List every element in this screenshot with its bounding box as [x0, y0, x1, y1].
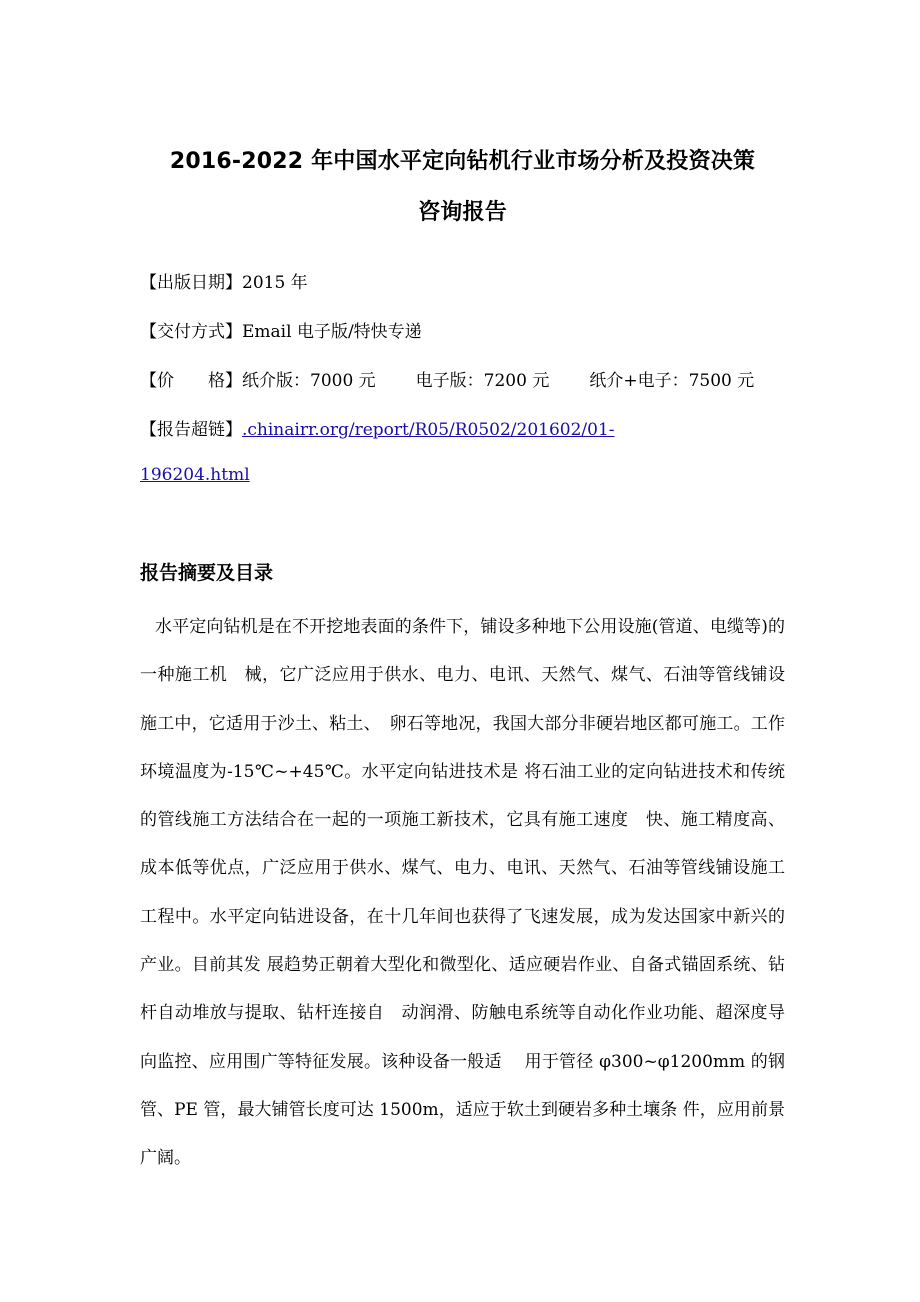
price-electronic: 电子版：7200 元 — [415, 371, 550, 391]
summary-paragraph: 水平定向钻机是在不开挖地表面的条件下，铺设多种地下公用设施(管道、电缆等)的一种施工机 械，它广泛应用于供水、电力、电讯、天然气、煤气、石油等管线铺设施工中，它适用于沙土、粘土、 卵石等地况，我国大部分非硬岩地区都可施工。工作环境温度为-15℃~+45℃。水平定向钻进技术是 将石油工业的定向钻进技术和传统的管线施工方法结合在一起的一项施工新技术，它具有施工速度 快、施工精度高、成本低等优点，广泛应用于供水、煤气、电力、电讯、天然气、石油等管线铺设施工 工程中。水平定向钻进设备，在十几年间也获得了飞速发展，成为发达国家中新兴的产业。目前其发 展趋势正朝着大型化和微型化、适应硬岩作业、自备式锚固系统、钻杆自动堆放与提取、钻杆连接自 动润滑、防触电系统等自动化作业功能、超深度导向监控、应用围广等特征发展。该种设备一般适 用于管径 φ300~φ1200mm 的钢管、PE 管，最大铺管长度可达 1500m，适应于软土到硬岩多种土壤条 件，应用前景广阔。 — [140, 617, 785, 1169]
delivery-label: 【交付方式】 — [140, 322, 242, 342]
report-link-row — [140, 415, 615, 440]
summary-heading: 报告摘要及目录 — [140, 562, 274, 584]
report-link-part-1[interactable]: .chinairr.org/report/R05/R0502/201602/01- — [242, 420, 615, 440]
publish-date-label: 【出版日期】 — [140, 273, 242, 293]
price-label: 【价 格】 — [140, 371, 242, 391]
price-row — [140, 366, 754, 391]
delivery-row — [140, 317, 422, 342]
publish-date-row — [140, 268, 308, 293]
report-link-continuation-row — [140, 465, 250, 485]
publish-date-value: 2015 年 — [242, 273, 308, 293]
report-title-line-2: 咨询报告 — [418, 200, 507, 225]
report-title-line-1: 2016-2022 年中国水平定向钻机行业市场分析及投资决策 — [169, 149, 756, 174]
delivery-value: Email 电子版/特快专递 — [242, 322, 422, 342]
report-link-part-2[interactable]: 196204.html — [140, 465, 250, 485]
price-paper: 纸介版：7000 元 — [242, 371, 376, 391]
price-both: 纸介+电子：7500 元 — [589, 371, 755, 391]
report-link-label: 【报告超链】 — [140, 420, 242, 440]
